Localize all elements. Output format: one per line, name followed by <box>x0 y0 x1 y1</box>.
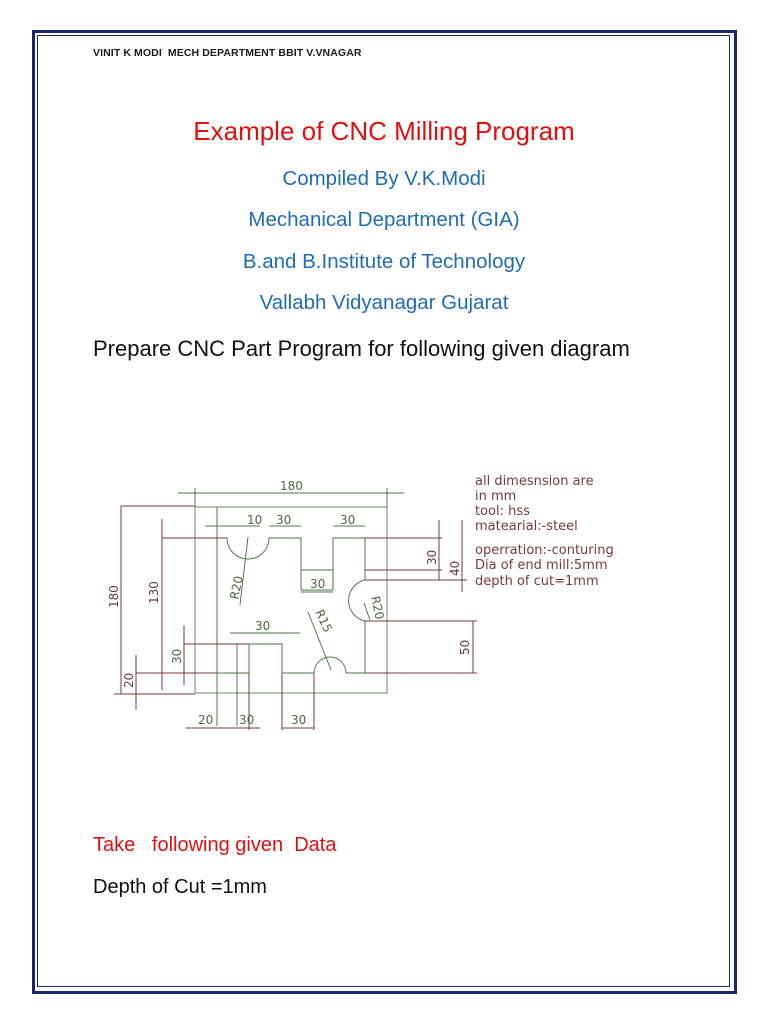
depth-of-cut: Depth of Cut =1mm <box>93 876 267 898</box>
dim-50-right: 50 <box>458 639 472 655</box>
location: Vallabh Vidyanagar Gujarat <box>259 291 509 314</box>
note-line-1: all dimesnsion are <box>475 474 594 489</box>
dimension-lines <box>114 506 477 730</box>
dim-30-top-b: 30 <box>340 513 356 527</box>
dim-30-left: 30 <box>170 648 184 664</box>
dim-130: 130 <box>147 581 161 604</box>
page-header: VINIT K MODI MECH DEPARTMENT BBIT V.VNAGAR <box>93 47 362 59</box>
take-data-heading: Take following given Data <box>93 834 337 856</box>
note-line-6: Dia of end mill:5mm <box>475 558 608 573</box>
dim-30-bottom-a: 30 <box>239 713 255 727</box>
dim-30-top-a: 30 <box>276 513 292 527</box>
note-line-2: in mm <box>475 489 517 504</box>
dim-r15: R15 <box>312 607 335 635</box>
note-line-4: matearial:-steel <box>475 519 578 534</box>
dim-10: 10 <box>247 513 263 527</box>
institute: B.and B.Institute of Technology <box>242 250 526 273</box>
dim-30-mid: 30 <box>255 619 271 633</box>
dim-30-bottom-b: 30 <box>291 713 307 727</box>
dim-r20-right: R20 <box>368 594 387 621</box>
dim-20-bottom: 20 <box>198 713 214 727</box>
task-prompt: Prepare CNC Part Program for following given diagram <box>93 336 630 361</box>
dim-20-left: 20 <box>122 672 136 688</box>
part-contour <box>217 538 365 673</box>
compiled-by: Compiled By V.K.Modi <box>282 167 486 190</box>
stock-outline <box>195 507 387 693</box>
dim-180-width: 180 <box>280 479 303 493</box>
document-title: Example of CNC Milling Program <box>193 116 575 146</box>
dim-r20-left: R20 <box>227 574 246 601</box>
dim-180-height: 180 <box>107 585 121 608</box>
note-line-5: operration:-conturing <box>475 543 614 558</box>
dim-40-right: 40 <box>448 560 462 576</box>
dim-30-slot: 30 <box>310 577 326 591</box>
department: Mechanical Department (GIA) <box>248 208 520 231</box>
note-line-3: tool: hss <box>475 504 530 519</box>
dim-30-right: 30 <box>425 549 439 565</box>
note-line-7: depth of cut=1mm <box>475 574 599 589</box>
